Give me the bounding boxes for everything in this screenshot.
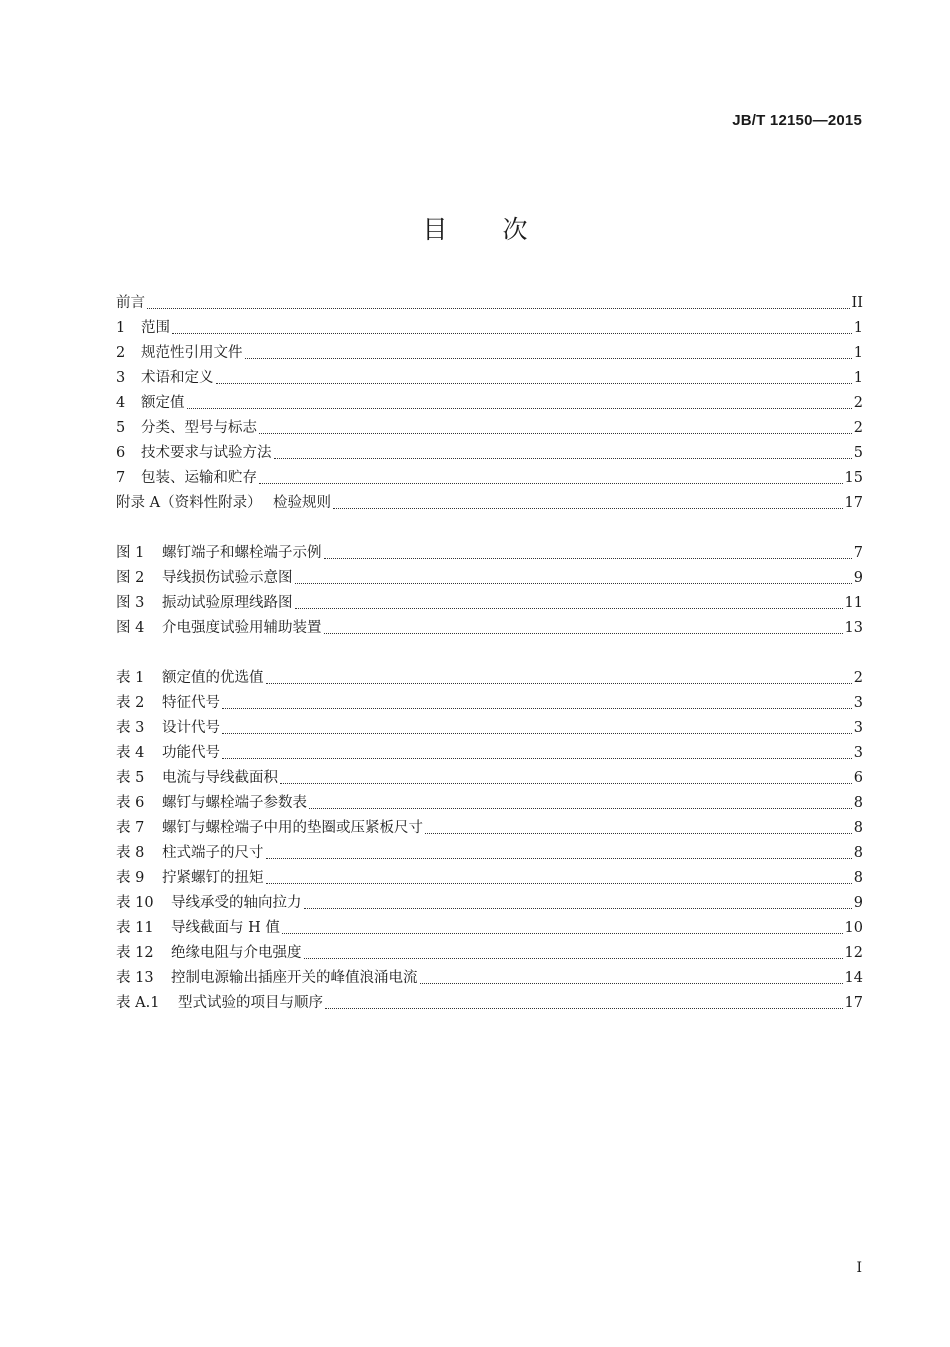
toc-tables [116, 666, 863, 1016]
toc-entry-chapter-2[interactable] [116, 341, 863, 366]
toc-leader-dots [324, 557, 852, 559]
toc-entry-table-10[interactable] [116, 891, 863, 916]
toc-entry-figure-1[interactable] [116, 541, 863, 566]
toc-entry-page: 6 [853, 770, 863, 786]
toc-entry-table-2[interactable] [116, 691, 863, 716]
toc-entry-page: 12 [844, 945, 863, 961]
toc-entry-label: 分类、型号与标志 [141, 420, 257, 436]
toc-entry-page: 8 [853, 870, 863, 886]
toc-entry-label: 特征代号 [162, 695, 220, 711]
toc-figures [116, 541, 863, 641]
toc-leader-dots [282, 932, 843, 934]
toc-entry-label: 设计代号 [162, 720, 220, 736]
toc-entry-page: 3 [853, 695, 863, 711]
toc-leader-dots [325, 1007, 843, 1009]
toc-entry-number: 表 10 [116, 895, 154, 911]
toc-entry-label: 型式试验的项目与顺序 [178, 995, 323, 1011]
toc-entry-page: 5 [853, 445, 863, 461]
toc-entry-figure-4[interactable] [116, 616, 863, 641]
toc-entry-label: 绝缘电阻与介电强度 [171, 945, 302, 961]
toc-entry-label: 拧紧螺钉的扭矩 [162, 870, 264, 886]
title-char-1: 目 [422, 215, 448, 244]
toc-entry-chapter-4[interactable] [116, 391, 863, 416]
toc-entry-chapter-5[interactable] [116, 416, 863, 441]
toc-entry-number: 表 4 [116, 745, 145, 761]
toc-entry-label: 导线承受的轴向拉力 [171, 895, 302, 911]
toc-entry-page: 9 [853, 895, 863, 911]
toc-entry-page: 2 [853, 395, 863, 411]
toc-entry-page: 8 [853, 845, 863, 861]
toc-entry-page: 13 [844, 620, 863, 636]
toc-entry-label: 电流与导线截面积 [162, 770, 278, 786]
toc-entry-number: 表 12 [116, 945, 154, 961]
toc-entry-label: 振动试验原理线路图 [162, 595, 293, 611]
toc-entry-number: 3 [116, 370, 126, 386]
toc-entry-number: 表 6 [116, 795, 145, 811]
toc-entry-page: 2 [853, 670, 863, 686]
toc-chapters [116, 291, 863, 516]
toc-entry-page: 17 [844, 495, 863, 511]
toc-leader-dots [309, 807, 852, 809]
toc-entry-label: 技术要求与试验方法 [141, 445, 272, 461]
toc-entry-number: 4 [116, 395, 126, 411]
toc-leader-dots [266, 882, 852, 884]
toc-entry-label: 额定值 [141, 395, 185, 411]
toc-entry-page: 11 [844, 595, 863, 611]
toc-entry-number: 表 8 [116, 845, 145, 861]
toc-entry-label: 介电强度试验用辅助装置 [162, 620, 322, 636]
toc-leader-dots [425, 832, 852, 834]
toc-leader-dots [333, 507, 843, 509]
toc-entry-label: 功能代号 [162, 745, 220, 761]
toc-entry-label: 术语和定义 [141, 370, 214, 386]
toc-entry-label: 控制电源输出插座开关的峰值浪涌电流 [171, 970, 418, 986]
toc-entry-number: 1 [116, 320, 126, 336]
toc-entry-page: 8 [853, 820, 863, 836]
toc-entry-table-8[interactable] [116, 841, 863, 866]
toc-entry-number: 表 11 [116, 920, 154, 936]
toc-leader-dots [216, 382, 852, 384]
toc-entry-table-6[interactable] [116, 791, 863, 816]
toc-leader-dots [222, 732, 852, 734]
toc-entry-page: 2 [853, 420, 863, 436]
toc-entry-page: 15 [844, 470, 863, 486]
toc-leader-dots [280, 782, 852, 784]
toc-entry-number: 表 3 [116, 720, 145, 736]
toc-entry-number: 表 A.1 [116, 995, 160, 1011]
toc-entry-page: 3 [853, 720, 863, 736]
toc-entry-label: 前言 [116, 295, 145, 311]
toc-entry-chapter-7[interactable] [116, 466, 863, 491]
toc-entry-page: 3 [853, 745, 863, 761]
page-number: I [856, 1260, 862, 1276]
toc-entry-page: II [851, 295, 863, 311]
toc-entry-number: 图 1 [116, 545, 145, 561]
toc-entry-number: 7 [116, 470, 126, 486]
toc-entry-annex-a[interactable] [116, 491, 863, 516]
toc-leader-dots [266, 682, 852, 684]
toc-entry-number: 表 2 [116, 695, 145, 711]
toc-entry-label: 范围 [141, 320, 170, 336]
toc-entry-figure-2[interactable] [116, 566, 863, 591]
toc-leader-dots [324, 632, 843, 634]
toc-entry-number: 附录 A（资料性附录） [116, 495, 262, 511]
toc-entry-chapter-1[interactable] [116, 316, 863, 341]
toc-entry-number: 表 13 [116, 970, 154, 986]
toc-entry-table-4[interactable] [116, 741, 863, 766]
toc-entry-figure-3[interactable] [116, 591, 863, 616]
toc-entry-label: 柱式端子的尺寸 [162, 845, 264, 861]
page-title [0, 210, 950, 246]
toc-leader-dots [245, 357, 852, 359]
toc-leader-dots [295, 607, 843, 609]
toc-entry-page: 17 [844, 995, 863, 1011]
toc-entry-label: 导线截面与 H 值 [171, 920, 280, 936]
toc-leader-dots [259, 482, 843, 484]
toc-entry-page: 1 [853, 320, 863, 336]
toc-entry-table-1[interactable] [116, 666, 863, 691]
toc-entry-label: 螺钉与螺栓端子参数表 [162, 795, 307, 811]
toc-entry-label: 螺钉端子和螺栓端子示例 [162, 545, 322, 561]
toc-leader-dots [266, 857, 852, 859]
table-of-contents [116, 291, 863, 1041]
toc-entry-page: 14 [844, 970, 863, 986]
toc-entry-number: 2 [116, 345, 126, 361]
toc-entry-page: 10 [844, 920, 863, 936]
toc-leader-dots [259, 432, 852, 434]
toc-leader-dots [420, 982, 843, 984]
toc-entry-page: 9 [853, 570, 863, 586]
toc-entry-page: 1 [853, 345, 863, 361]
toc-entry-number: 图 4 [116, 620, 145, 636]
toc-entry-chapter-3[interactable] [116, 366, 863, 391]
toc-entry-number: 图 3 [116, 595, 145, 611]
toc-entry-number: 表 7 [116, 820, 145, 836]
toc-entry-number: 表 9 [116, 870, 145, 886]
toc-leader-dots [147, 307, 850, 309]
toc-entry-table-13[interactable] [116, 966, 863, 991]
toc-entry-number: 6 [116, 445, 126, 461]
toc-entry-number: 5 [116, 420, 126, 436]
toc-entry-table-12[interactable] [116, 941, 863, 966]
toc-entry-number: 图 2 [116, 570, 145, 586]
toc-entry-label: 额定值的优选值 [162, 670, 264, 686]
toc-leader-dots [187, 407, 852, 409]
toc-entry-chapter-6[interactable] [116, 441, 863, 466]
toc-entry-foreword[interactable] [116, 291, 863, 316]
toc-entry-table-5[interactable] [116, 766, 863, 791]
toc-leader-dots [304, 907, 852, 909]
toc-entry-page: 7 [853, 545, 863, 561]
toc-leader-dots [295, 582, 852, 584]
toc-entry-table-7[interactable] [116, 816, 863, 841]
toc-leader-dots [222, 757, 852, 759]
toc-entry-page: 1 [853, 370, 863, 386]
title-char-2: 次 [502, 215, 528, 244]
standard-code: JB/T 12150—2015 [732, 112, 862, 129]
toc-entry-label: 规范性引用文件 [141, 345, 243, 361]
toc-entry-table-9[interactable] [116, 866, 863, 891]
toc-leader-dots [274, 457, 852, 459]
toc-entry-label: 包装、运输和贮存 [141, 470, 257, 486]
toc-entry-number: 表 5 [116, 770, 145, 786]
toc-entry-label: 导线损伤试验示意图 [162, 570, 293, 586]
toc-entry-page: 8 [853, 795, 863, 811]
toc-entry-number: 表 1 [116, 670, 145, 686]
toc-entry-table-3[interactable] [116, 716, 863, 741]
toc-entry-table-11[interactable] [116, 916, 863, 941]
toc-entry-table-a1[interactable] [116, 991, 863, 1016]
toc-entry-label: 检验规则 [273, 495, 331, 511]
toc-leader-dots [222, 707, 852, 709]
toc-leader-dots [304, 957, 843, 959]
toc-leader-dots [172, 332, 852, 334]
toc-entry-label: 螺钉与螺栓端子中用的垫圈或压紧板尺寸 [162, 820, 423, 836]
